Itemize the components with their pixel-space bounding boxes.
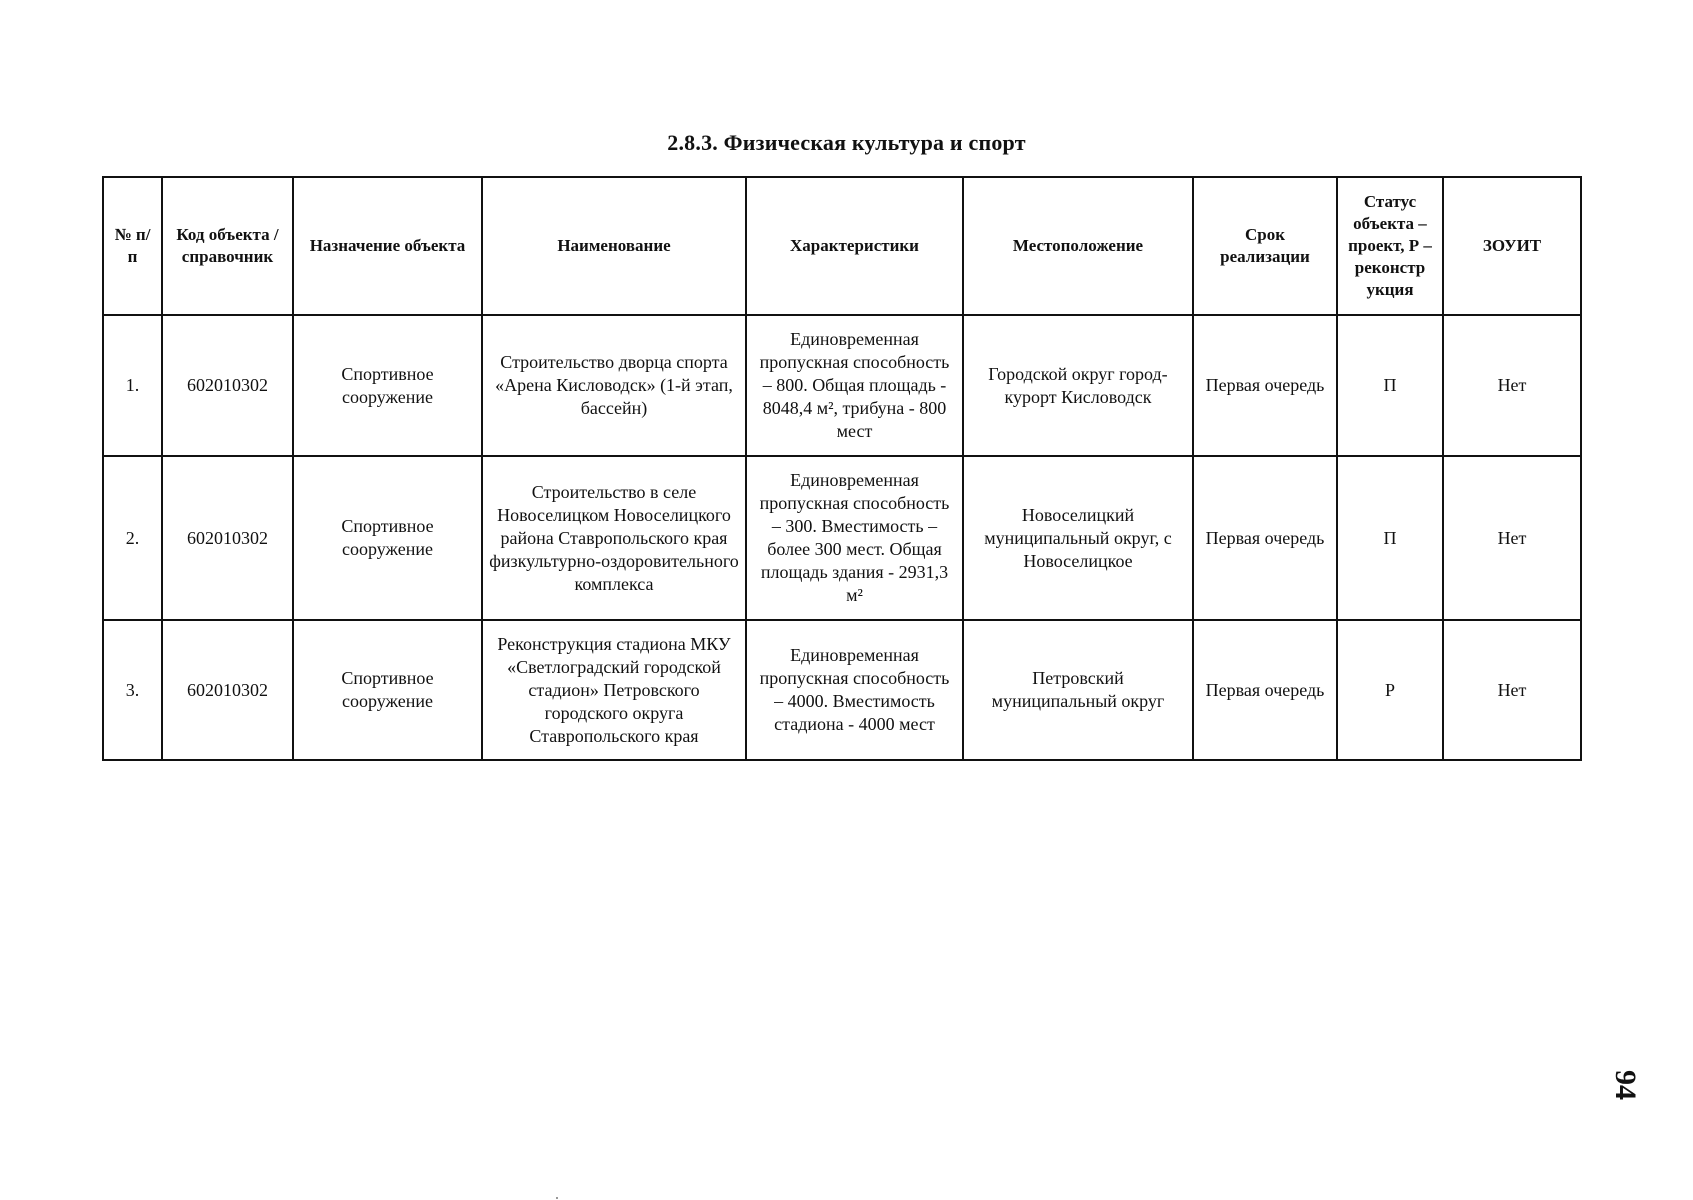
cell-location: Новоселицкий муниципальный округ, с Новоселицкое — [963, 456, 1193, 620]
cell-characteristics: Единовременная пропускная способность – 4000. Вместимость стадиона - 4000 мест — [746, 620, 963, 760]
header-term: Срок реализации — [1193, 177, 1337, 315]
header-status: Статус объекта – проект, Р – реконстр укция — [1337, 177, 1443, 315]
scan-speck — [556, 1197, 558, 1199]
header-num: № п/п — [103, 177, 162, 315]
cell-num: 3. — [103, 620, 162, 760]
table-header-row — [103, 177, 1581, 315]
cell-characteristics: Единовременная пропускная способность – 300. Вместимость – более 300 мест. Общая площадь здания - 2931,3 м² — [746, 456, 963, 620]
header-location: Местоположение — [963, 177, 1193, 315]
cell-code: 602010302 — [162, 456, 293, 620]
cell-name: Строительство в селе Новоселицком Новоселицкого района Ставропольского края физкультурно-оздоровительного комплекса — [482, 456, 746, 620]
page-title: 2.8.3. Физическая культура и спорт — [667, 130, 1026, 155]
header-purpose: Назначение объекта — [293, 177, 482, 315]
cell-purpose: Спортивное сооружение — [293, 315, 482, 456]
cell-status: Р — [1337, 620, 1443, 760]
cell-zouit: Нет — [1443, 315, 1581, 456]
cell-num: 2. — [103, 456, 162, 620]
cell-location: Петровский муниципальный округ — [963, 620, 1193, 760]
cell-status: П — [1337, 315, 1443, 456]
cell-term: Первая очередь — [1193, 620, 1337, 760]
cell-code: 602010302 — [162, 620, 293, 760]
cell-characteristics: Единовременная пропускная способность – 800. Общая площадь - 8048,4 м², трибуна - 800 мест — [746, 315, 963, 456]
objects-table — [102, 176, 1582, 761]
cell-name: Строительство дворца спорта «Арена Кисловодск» (1-й этап, бассейн) — [482, 315, 746, 456]
cell-purpose: Спортивное сооружение — [293, 456, 482, 620]
cell-purpose: Спортивное сооружение — [293, 620, 482, 760]
header-characteristics: Характеристики — [746, 177, 963, 315]
header-zouit: ЗОУИТ — [1443, 177, 1581, 315]
table-row — [103, 456, 1581, 620]
cell-code: 602010302 — [162, 315, 293, 456]
cell-num: 1. — [103, 315, 162, 456]
cell-location: Городской округ город-курорт Кисловодск — [963, 315, 1193, 456]
cell-name: Реконструкция стадиона МКУ «Светлоградский городской стадион» Петровского городского округа Ставропольского края — [482, 620, 746, 760]
cell-zouit: Нет — [1443, 620, 1581, 760]
table-row — [103, 620, 1581, 760]
page-number: 94 — [1609, 1070, 1642, 1100]
header-code: Код объекта / справочник — [162, 177, 293, 315]
header-name: Наименование — [482, 177, 746, 315]
cell-term: Первая очередь — [1193, 456, 1337, 620]
cell-zouit: Нет — [1443, 456, 1581, 620]
table-row — [103, 315, 1581, 456]
cell-status: П — [1337, 456, 1443, 620]
cell-term: Первая очередь — [1193, 315, 1337, 456]
